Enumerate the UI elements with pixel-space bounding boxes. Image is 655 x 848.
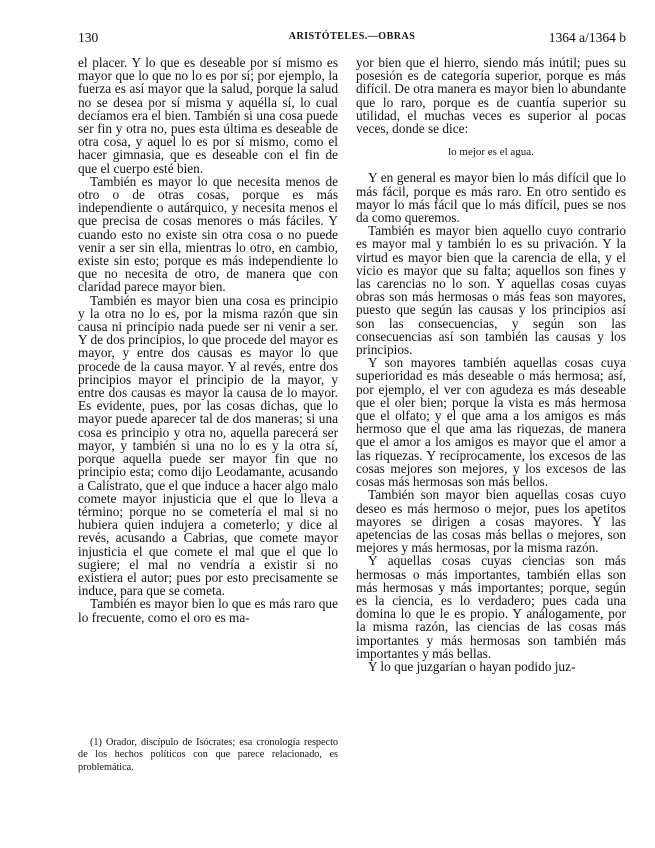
- paragraph: yor bien que el hierro, siendo más inútil; pues su posesión es de categoría superior, porque es más difícil. De otra manera es mayor bien lo abundante que lo raro, porque es de cuantía superior su utilidad, el muchas veces es superior al pocas veces, donde se dice:: [356, 55, 626, 137]
- left-column: [78, 56, 338, 624]
- right-column: [356, 56, 626, 673]
- paragraph: Y en general es mayor bien lo más difícil que lo más fácil, porque es más raro. En otro sentido es mayor lo más fácil que lo más difícil, pues se nos da como queremos.: [356, 170, 626, 226]
- page-number: 130: [78, 30, 99, 45]
- footnote-text: (1) Orador, discípulo de Isócrates; esa cronología respecto de los hechos políticos con que parece relacionado, es problemática.: [78, 737, 338, 773]
- paragraph: También es mayor bien aquello cuyo contrario es mayor mal y también lo es su privación. Y la virtud es mayor bien que la carencia de ella, y el vicio es mayor que su falta; aquellos son fines y las carencias no lo son. Y aquellas cosas cuyas obras son más hermosas o más feas son mayores, puesto que según las causas y los principios así son las consecuencias, y según son las consecuencias así son también las causas y los principios.: [356, 223, 626, 358]
- verse-quote: lo mejor es el agua.: [448, 146, 534, 159]
- paragraph: También es mayor lo que necesita menos de otro o de otras cosas, porque es más independiente o autárquico, y necesita menos el que precisa de cosas menores o más fáciles. Y cuando esto no existe sin otra cosa o no puede venir a ser sin ella, mientras lo otro, en cambio, existe sin esto; porque es más independiente lo que no necesita de otro, de manera que con claridad parece mayor bien.: [78, 173, 338, 295]
- paragraph: También son mayor bien aquellas cosas cuyo deseo es más hermoso o mejor, pues los apetitos mayores se dirigen a cosas mayores. Y las apetencias de las cosas más bellas o mejores, son mejores y más hermosas, por la misma razón.: [356, 487, 626, 556]
- paragraph: el placer. Y lo que es deseable por sí mismo es mayor que lo que no lo es por sí; por ejemplo, la fuerza es así mayor que la salud, porque la salud no se desea por sí misma y aquélla sí, lo cual decíamos era el bien. También si una cosa puede ser fin y otra no, pues esta última es deseable de otra cosa, y aquel lo es por sí mismo, como el hacer gimnasia, que es deseable con el fin de que el cuerpo esté bien.: [78, 55, 338, 176]
- paragraph: Y aquellas cosas cuyas ciencias son más hermosas o más importantes, también ellas son más hermosas y más importantes; porque, según es la ciencia, es lo verdadero; pues cada una domina lo que le es propio. Y análogamente, por la misma razón, las ciencias de las cosas más importantes y más hermosas son también más importantes y más bellas.: [356, 553, 626, 661]
- running-title: ARISTÓTELES.—OBRAS: [288, 31, 416, 42]
- page-header: [78, 30, 626, 46]
- paragraph: También es mayor bien una cosa es principio y la otra no lo es, por la misma razón que sin causa ni principio nada puede ser ni venir a ser. Y de dos principios, lo que procede del mayor es mayor, y entre dos causas es mayor lo que procede de la causa mayor. Y al revés, entre dos principios mayor el principio de la mayor, y entre dos causas es mayor la causa de lo mayor. Es evidente, pues, por las cosas dichas, que lo mayor puede aparecer tal de dos maneras; si una cosa es principio y otra no, aquella parecerá ser mayor, y también si una no lo es y la otra sí, porque aquella puede ser mayor fin que no principio esta; como dijo Leodamante, acusando a Calístrato, que el que induce a hacer algo malo comete mayor injusticia que el que lo lleva a término; porque no se cometería el mal si no hubiera quien indujera a cometerlo; y dice al revés, acusando a Cabrias, que comete mayor injusticia el que comete el mal que el que lo sugiere; el mal no vendría a existir si no existiera el autor; pues por esto precisamente se induce, para que se cometa.: [78, 292, 338, 599]
- paragraph: Y son mayores también aquellas cosas cuya superioridad es más deseable o más hermosa; así, por ejemplo, el ver con agudeza es más deseable que el oler bien; porque la vista es más hermosa que el olfato; y el que ama a los amigos es más hermoso que el que ama las riquezas, de manera que el amor a los amigos es mayor que el amor a las riquezas. Y recíprocamente, los excesos de las cosas mejores son mejores, y los excesos de las cosas más hermosas son más bellos.: [356, 355, 626, 490]
- paragraph: Y lo que juzgarían o hayan podido juz-: [368, 658, 576, 674]
- paragraph: También es mayor bien lo que es más raro que lo frecuente, como el oro es ma-: [78, 596, 338, 625]
- bekker-reference: 1364 a/1364 b: [548, 30, 626, 45]
- footnote: [78, 737, 338, 774]
